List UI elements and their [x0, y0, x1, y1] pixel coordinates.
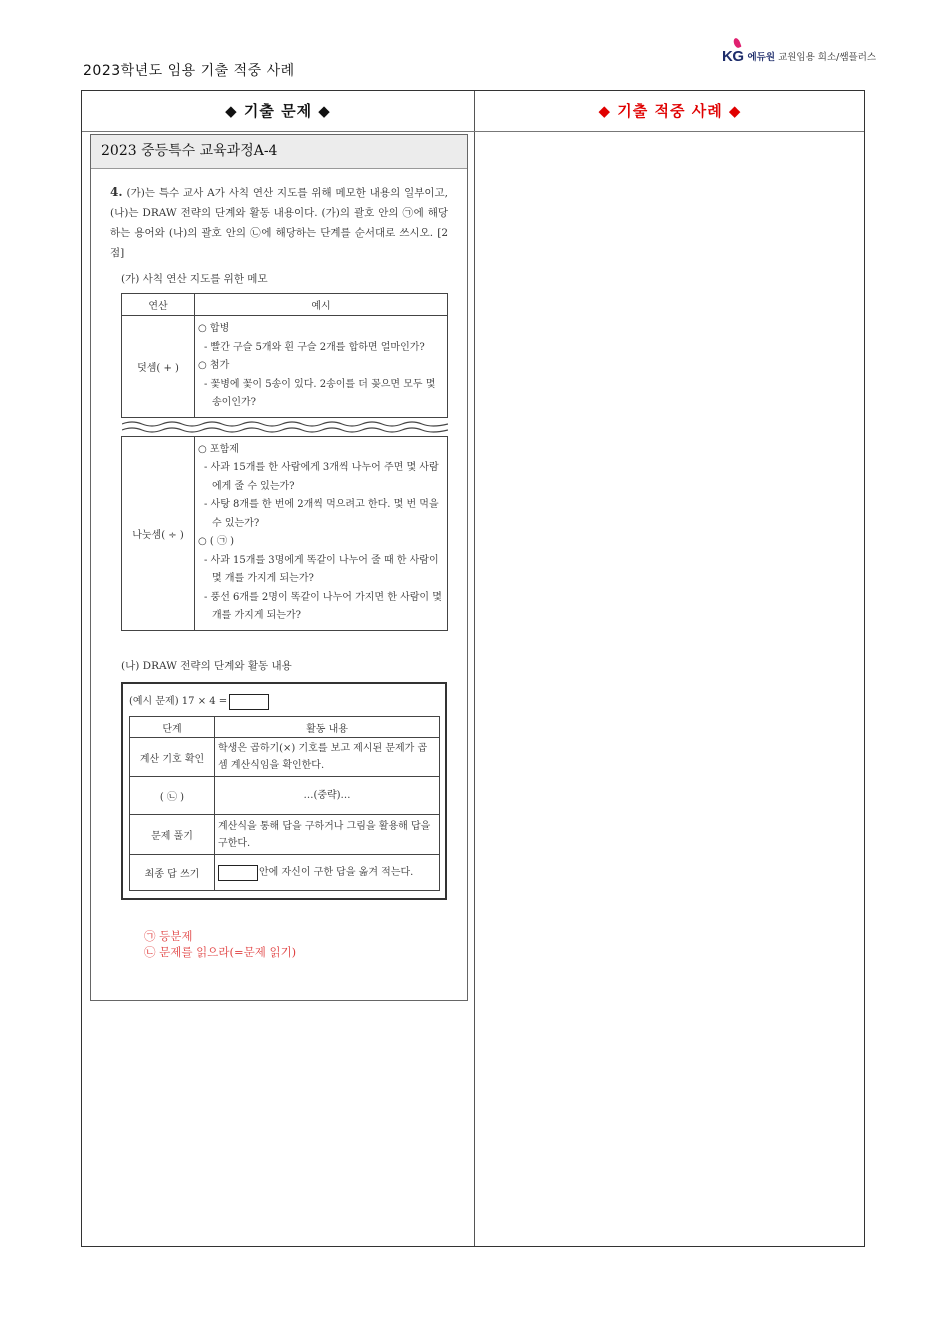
answer-item: ㉡ 문제를 읽으라(=문제 읽기) — [144, 945, 297, 959]
steps-table — [129, 716, 440, 891]
memo-header-op: 연산 — [122, 294, 195, 316]
example-sentence: - 사탕 8개를 한 번에 2개씩 먹으려고 한다. 몇 번 먹을 수 있는가? — [204, 499, 439, 529]
exam-question-image — [90, 134, 468, 1001]
steps-header-activity: 활동 내용 — [215, 717, 440, 738]
example-category: ○ 포함제 — [198, 443, 239, 455]
step-name: 계산 기호 확인 — [130, 738, 215, 777]
left-column-heading: ◆ 기출 문제 ◆ — [225, 102, 331, 120]
memo-example-cell — [195, 436, 448, 630]
logo-flame-icon — [732, 37, 741, 48]
memo-ellipsis-row — [122, 417, 448, 436]
step-name: 문제 풀기 — [130, 815, 215, 855]
question-text — [110, 182, 448, 263]
memo-row-addition — [122, 316, 448, 418]
steps-header-step: 단계 — [130, 717, 215, 738]
logo-brand: 에듀원 — [747, 52, 776, 63]
draw-example-problem — [129, 692, 269, 710]
memo-op-cell: 나눗셈( ÷ ) — [122, 436, 195, 630]
step-name: 최종 답 쓰기 — [130, 855, 215, 891]
memo-example-cell — [195, 316, 448, 418]
example-category: ○ ( ㉠ ) — [198, 536, 235, 547]
table-header-row — [82, 91, 864, 132]
brand-logo — [722, 48, 876, 65]
question-number: 4. — [110, 185, 123, 199]
memo-row-division — [122, 436, 448, 630]
memo-op-cell: 덧셈( + ) — [122, 316, 195, 418]
step-name: ( ㉡ ) — [130, 777, 215, 815]
draw-strategy-box — [121, 682, 447, 900]
steps-row — [130, 855, 440, 891]
part-b-label: (나) DRAW 전략의 단계와 활동 내용 — [121, 660, 292, 672]
memo-header-example: 예시 — [195, 294, 448, 316]
question-source-title: 2023 중등특수 교육과정A-4 — [91, 135, 467, 169]
example-sentence: - 빨간 구슬 5개와 흰 구슬 2개를 합하면 얼마인가? — [204, 341, 425, 353]
memo-table — [121, 293, 448, 631]
memo-header-row — [122, 294, 448, 316]
logo-kg — [722, 48, 744, 65]
answer-blank-box — [218, 865, 258, 881]
steps-row — [130, 777, 440, 815]
step-activity: 학생은 곱하기(×) 기호를 보고 제시된 문제가 곱셈 계산식임을 확인한다. — [215, 738, 440, 777]
steps-header-row — [130, 717, 440, 738]
comparison-table — [81, 90, 865, 1247]
draw-example-text: (예시 문제) 17 × 4 = — [129, 696, 228, 707]
page-header-title: 2023학년도 임용 기출 적중 사례 — [83, 63, 295, 79]
example-category: ○ 합병 — [198, 323, 230, 334]
step-activity: …(중략)… — [215, 777, 440, 815]
logo-text — [748, 49, 877, 63]
steps-row — [130, 738, 440, 777]
part-a-label: (가) 사칙 연산 지도를 위한 메모 — [121, 273, 268, 285]
example-sentence: - 사과 15개를 3명에게 똑같이 나누어 줄 때 한 사람이 몇 개를 가지게 되는가? — [204, 554, 439, 584]
example-sentence: - 풍선 6개를 2명이 똑같이 나누어 가지면 한 사람이 몇 개를 가지게 되는가? — [204, 591, 442, 621]
example-sentence: - 사과 15개를 한 사람에게 3개씩 나누어 주면 몇 사람에게 줄 수 있는가? — [204, 462, 439, 492]
logo-sub: 교원임용 희소/쌤플러스 — [778, 52, 877, 63]
answer-item: ㉠ 등분제 — [144, 929, 193, 943]
step-activity-cell — [215, 855, 440, 891]
logo-kg-text: KG — [722, 48, 744, 65]
answer-blank-box — [229, 694, 269, 710]
right-column-heading: ◆ 기출 적중 사례 ◆ — [598, 102, 742, 120]
example-sentence: - 꽃병에 꽃이 5송이 있다. 2송이를 더 꽂으면 모두 몇 송이인가? — [204, 378, 436, 408]
example-category: ○ 첨가 — [198, 360, 230, 371]
column-divider — [474, 91, 475, 1246]
step-activity: 계산식을 통해 답을 구하거나 그림을 활용해 답을 구한다. — [215, 815, 440, 855]
answer-key — [144, 928, 296, 960]
question-body: (가)는 특수 교사 A가 사칙 연산 지도를 위해 메모한 내용의 일부이고, (나)는 DRAW 전략의 단계와 활동 내용이다. (가)의 괄호 안의 ㉠에 해당하는 용어와 (나)의 괄호 안의 ㉡에 해당하는 단계를 순서대로 쓰시오. [2점] — [110, 187, 448, 259]
wave-separator — [122, 417, 448, 436]
step-activity: 안에 자신이 구한 답을 옮겨 적는다. — [259, 867, 414, 878]
steps-row — [130, 815, 440, 855]
